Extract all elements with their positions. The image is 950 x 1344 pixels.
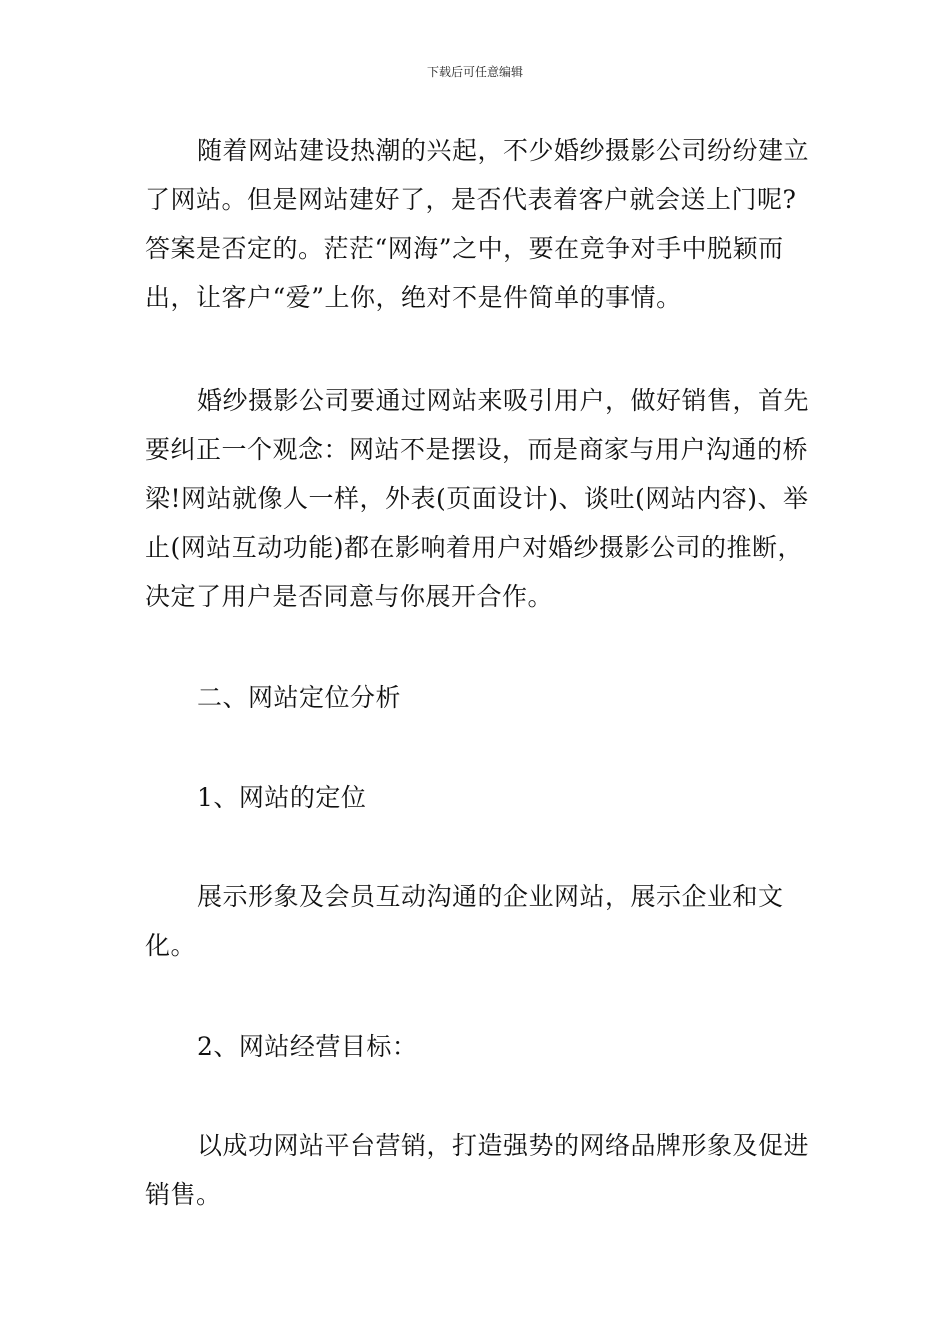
section-heading-positioning: 二、网站定位分析 — [197, 683, 402, 712]
subheading-site-positioning: 1、网站的定位 — [197, 783, 367, 812]
page-header-note: 下载后可任意编辑 — [426, 65, 523, 79]
subheading-business-goals: 2、网站经营目标： — [197, 1032, 418, 1061]
paragraph-goals-detail: 以成功网站平台营销，打造强势的网络品牌形象及促进销售。 — [145, 1131, 810, 1209]
paragraph-intro: 随着网站建设热潮的兴起，不少婚纱摄影公司纷纷建立了网站。但是网站建好了，是否代表着客户就会送上门呢?答案是否定的。茫茫“网海”之中，要在竞争对手中脱颖而出，让客户“爱”上你，绝对不是件简单的事情。 — [145, 136, 810, 312]
paragraph-positioning-detail: 展示形象及会员互动沟通的企业网站，展示企业和文化。 — [145, 882, 784, 960]
paragraph-concept: 婚纱摄影公司要通过网站来吸引用户，做好销售，首先要纠正一个观念：网站不是摆设，而是商家与用户沟通的桥梁!网站就像人一样，外表(页面设计)、谈吐(网站内容)、举止(网站互动功能)都在影响着用户对婚纱摄影公司的推断，决定了用户是否同意与你展开合作。 — [145, 386, 810, 611]
